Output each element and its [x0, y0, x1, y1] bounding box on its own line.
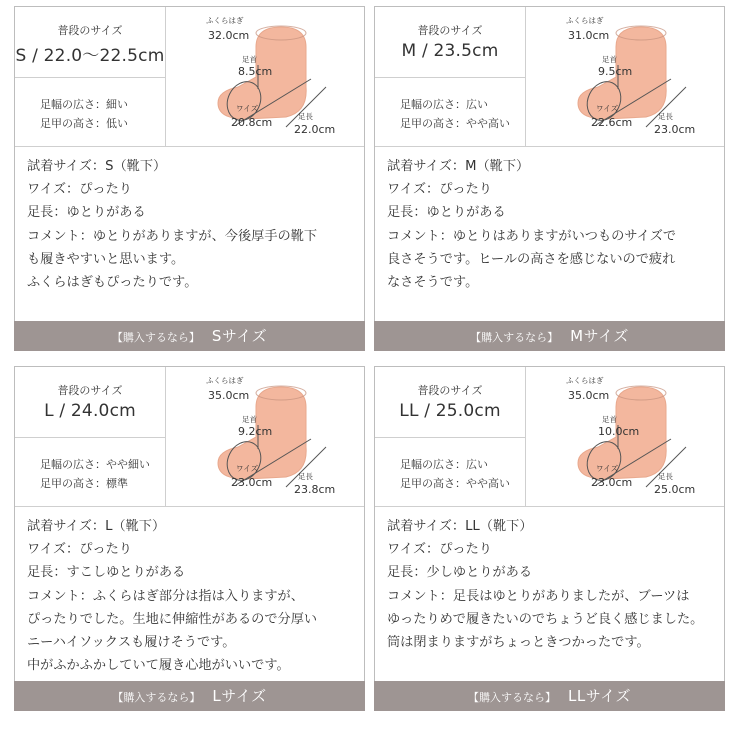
ankle-label: 足首 — [242, 55, 257, 64]
foot-width-trait: 足幅の広さ：細い — [40, 98, 128, 111]
review-line: 試着サイズ：LL（靴下） — [387, 519, 533, 534]
ankle-label: 足首 — [602, 415, 617, 424]
ankle-value: 9.2cm — [238, 425, 273, 438]
size-info — [15, 7, 166, 146]
usual-size-value: L / 24.0cm — [44, 401, 136, 421]
review-line: ワイズ：ぴったり — [387, 542, 492, 558]
calf-value: 32.0cm — [208, 29, 250, 42]
length-label: 足長 — [658, 472, 673, 481]
buy-prefix: 【購入するなら】 — [111, 331, 200, 344]
card-header — [15, 7, 364, 147]
ankle-value: 8.5cm — [238, 65, 273, 78]
review-line: 試着サイズ：L（靴下） — [27, 519, 166, 534]
foot-diagram — [526, 7, 724, 146]
buy-size-button[interactable] — [374, 681, 725, 711]
foot-diagram — [166, 7, 364, 146]
buy-prefix: 【購入するなら】 — [467, 691, 556, 704]
review-line: ふくらはぎもぴったりです。 — [27, 275, 198, 291]
review-line: 試着サイズ：S（靴下） — [27, 159, 167, 174]
instep-height-trait: 足甲の高さ：やや高い — [400, 477, 510, 490]
usual-size-box — [375, 7, 525, 78]
usual-size-value: LL / 25.0cm — [399, 401, 501, 421]
review-line: 足長：ゆとりがある — [387, 205, 506, 221]
review-line: 足長：ゆとりがある — [27, 205, 146, 221]
size-card-ll — [374, 366, 725, 711]
length-value: 25.0cm — [654, 483, 696, 496]
review-line: ぴったりでした。生地に伸縮性があるので分厚い — [27, 611, 318, 627]
foot-measurement-diagram — [526, 7, 724, 146]
card-header — [375, 7, 724, 147]
foot-traits — [375, 78, 525, 146]
review-line: 中がふかふかしていて履き心地がいいです。 — [27, 658, 290, 674]
length-label: 足長 — [658, 112, 673, 121]
usual-size-value: M / 23.5cm — [401, 41, 499, 61]
review-line: ニーハイソックスも履けそうです。 — [27, 635, 236, 651]
usual-size-label: 普段のサイズ — [57, 384, 123, 397]
ankle-label: 足首 — [602, 55, 617, 64]
review-line: 筒は閉まりますがちょっときつかったです。 — [387, 635, 650, 651]
size-info — [375, 367, 526, 506]
calf-label: ふくらはぎ — [206, 376, 244, 385]
review-line: コメント：ふくらはぎ部分は指は入りますが、 — [27, 588, 304, 604]
size-card-s — [14, 6, 365, 351]
review-text — [387, 515, 717, 654]
instep-height-trait: 足甲の高さ：やや高い — [400, 117, 510, 130]
review-line: コメント：足長はゆとりがありましたが、ブーツは — [387, 588, 690, 604]
wise-label: ワイズ — [596, 464, 619, 473]
review-line: コメント：ゆとりはありますがいつものサイズで — [387, 228, 677, 244]
buy-size-label: Mサイズ — [570, 327, 629, 345]
buy-size-label: LLサイズ — [567, 687, 631, 705]
foot-width-trait: 足幅の広さ：やや細い — [40, 458, 150, 471]
foot-measurement-diagram — [166, 367, 364, 506]
review-line: 試着サイズ：M（靴下） — [387, 159, 530, 174]
usual-size-label: 普段のサイズ — [417, 384, 483, 397]
review-line: コメント：ゆとりがありますが、今後厚手の靴下 — [27, 228, 318, 244]
review-line: 良さそうです。ヒールの高さを感じないので疲れ — [387, 251, 676, 267]
length-value: 23.0cm — [654, 123, 696, 136]
buy-size-button[interactable] — [374, 321, 725, 351]
foot-diagram — [526, 367, 724, 506]
foot-traits — [15, 78, 165, 146]
instep-height-trait: 足甲の高さ：低い — [40, 117, 128, 130]
size-card-m — [374, 6, 725, 351]
review-line: 足長：すこしゆとりがある — [27, 565, 186, 581]
calf-label: ふくらはぎ — [566, 376, 604, 385]
foot-measurement-diagram — [526, 367, 724, 506]
foot-width-trait: 足幅の広さ：広い — [400, 458, 488, 471]
foot-traits — [375, 438, 525, 506]
calf-value: 35.0cm — [208, 389, 250, 402]
usual-size-box — [375, 367, 525, 438]
review-text — [387, 155, 717, 294]
buy-size-button[interactable] — [14, 681, 365, 711]
card-header — [375, 367, 724, 507]
wise-value: 23.0cm — [231, 476, 273, 489]
ankle-label: 足首 — [242, 415, 257, 424]
wise-label: ワイズ — [596, 104, 619, 113]
calf-value: 31.0cm — [568, 29, 610, 42]
usual-size-value: S / 22.0〜22.5cm — [15, 46, 165, 66]
foot-width-trait: 足幅の広さ：広い — [400, 98, 488, 111]
review-line: ワイズ：ぴったり — [27, 182, 132, 198]
size-card-l — [14, 366, 365, 711]
usual-size-box — [15, 7, 165, 78]
wise-label: ワイズ — [236, 104, 259, 113]
foot-measurement-diagram — [166, 7, 364, 146]
instep-height-trait: 足甲の高さ：標準 — [40, 477, 128, 490]
wise-value: 23.0cm — [591, 476, 633, 489]
wise-value: 22.6cm — [591, 116, 633, 129]
foot-traits — [15, 438, 165, 506]
usual-size-label: 普段のサイズ — [417, 24, 483, 37]
wise-value: 20.8cm — [231, 116, 273, 129]
length-value: 22.0cm — [294, 123, 336, 136]
size-info — [15, 367, 166, 506]
buy-prefix: 【購入するなら】 — [470, 331, 559, 344]
review-line: 足長：少しゆとりがある — [387, 565, 533, 581]
calf-label: ふくらはぎ — [206, 16, 244, 25]
ankle-value: 10.0cm — [598, 425, 640, 438]
buy-size-label: Lサイズ — [212, 687, 267, 705]
ankle-value: 9.5cm — [598, 65, 633, 78]
foot-diagram — [166, 367, 364, 506]
buy-size-label: Sサイズ — [211, 327, 268, 345]
size-info — [375, 7, 526, 146]
card-header — [15, 367, 364, 507]
length-label: 足長 — [298, 112, 313, 121]
review-line: なさそうです。 — [387, 275, 479, 291]
length-value: 23.8cm — [294, 483, 336, 496]
usual-size-label: 普段のサイズ — [57, 24, 123, 37]
buy-prefix: 【購入するなら】 — [112, 691, 201, 704]
review-line: ワイズ：ぴったり — [27, 542, 132, 558]
wise-label: ワイズ — [236, 464, 259, 473]
buy-size-button[interactable] — [14, 321, 365, 351]
length-label: 足長 — [298, 472, 313, 481]
calf-label: ふくらはぎ — [566, 16, 604, 25]
review-line: ゆったりめで履きたいのでちょうど良く感じました。 — [387, 611, 704, 627]
usual-size-box — [15, 367, 165, 438]
review-line: ワイズ：ぴったり — [387, 182, 492, 198]
review-text — [27, 155, 357, 294]
calf-value: 35.0cm — [568, 389, 610, 402]
review-text — [27, 515, 357, 677]
review-line: も履きやすいと思います。 — [27, 251, 185, 267]
